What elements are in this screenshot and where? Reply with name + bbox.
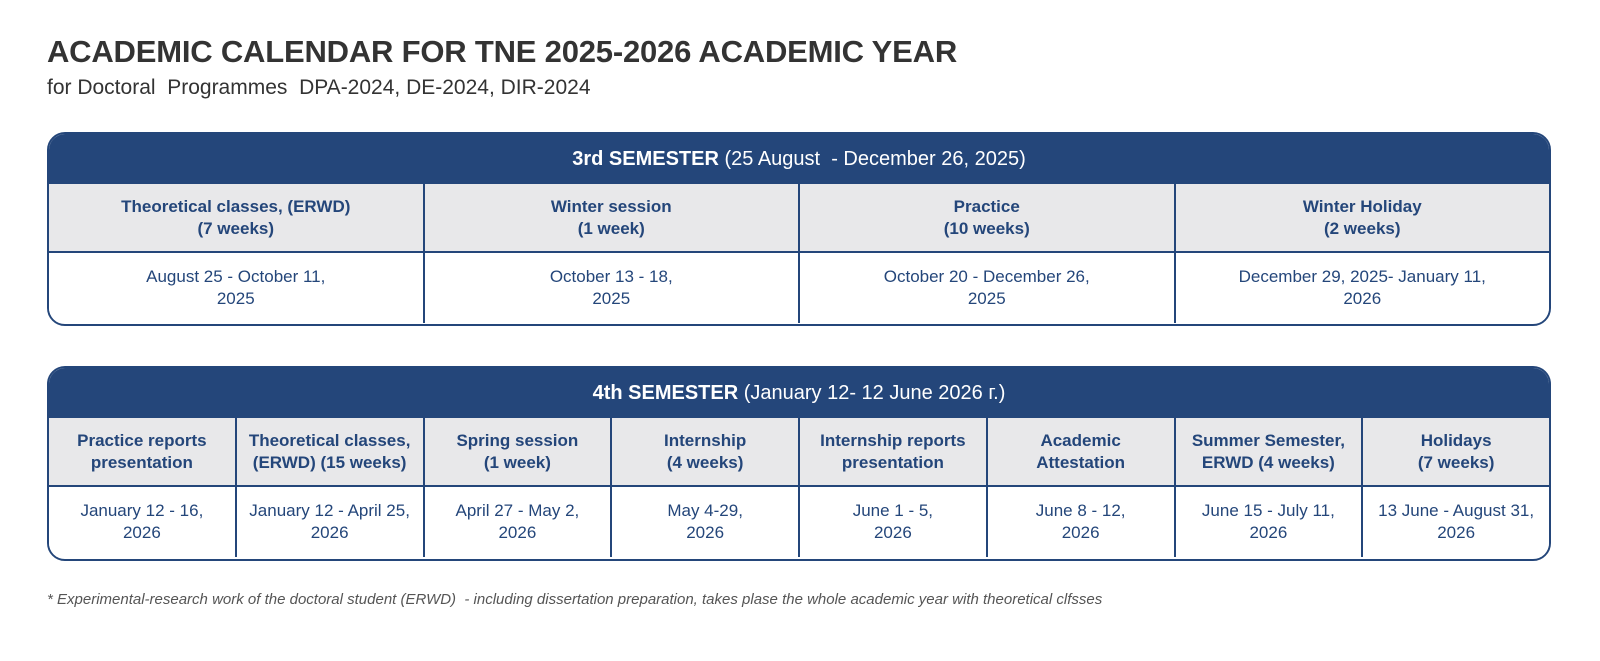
semester-4-date-cell: May 4-29, 2026 xyxy=(612,487,800,557)
semester-3-heading-cell: Practice (10 weeks) xyxy=(800,184,1176,251)
semester-4-dates-row xyxy=(49,487,1549,557)
semester-4-date-cell: January 12 - April 25, 2026 xyxy=(237,487,425,557)
semester-4-date-cell: June 8 - 12, 2026 xyxy=(988,487,1176,557)
semester-3-dates-row xyxy=(49,253,1549,323)
semester-4-headings-row xyxy=(49,418,1549,487)
semester-3-heading-cell: Winter Holiday (2 weeks) xyxy=(1302,196,1422,238)
semester-4-heading-cell: Academic Attestation xyxy=(988,418,1176,485)
page-title: ACADEMIC CALENDAR FOR TNE 2025-2026 ACADEMIC YEAR xyxy=(47,34,958,69)
semester-3-period: (25 August - December 26, 2025) xyxy=(718,147,1026,170)
semester-3-headings-row xyxy=(49,184,1549,253)
semester-4-date-cell: January 12 - 16, 2026 xyxy=(49,487,237,557)
semester-4-header xyxy=(49,368,1549,418)
semester-3-heading-cell: Theoretical classes, (ERWD) (7 weeks) xyxy=(49,184,425,251)
semester-3-date-cell: December 29, 2025- January 11, 2026 xyxy=(1238,267,1486,308)
semester-3-date-cell: October 13 - 18, 2025 xyxy=(425,253,801,323)
semester-4-title: 4th SEMESTER xyxy=(592,381,739,404)
semester-4-heading-cell: Practice reports presentation xyxy=(49,418,237,485)
semester-3-header xyxy=(49,134,1549,184)
semester-4-heading-cell: Spring session (1 week) xyxy=(425,418,613,485)
semester-4-heading-cell: Summer Semester, ERWD (4 weeks) xyxy=(1176,418,1364,485)
page-subtitle: for Doctoral Programmes DPA-2024, DE-2024, DIR-2024 xyxy=(47,76,591,99)
semester-4-date-cell: June 15 - July 11, 2026 xyxy=(1176,487,1364,557)
semester-4-table xyxy=(47,366,1551,561)
semester-4-period: (January 12- 12 June 2026 г.) xyxy=(738,381,1006,404)
semester-3-heading-cell: Winter session (1 week) xyxy=(425,184,801,251)
semester-3-title: 3rd SEMESTER xyxy=(572,147,719,170)
semester-4-date-cell: June 1 - 5, 2026 xyxy=(800,487,988,557)
semester-4-date-cell: April 27 - May 2, 2026 xyxy=(425,487,613,557)
semester-4-heading-cell: Theoretical classes, (ERWD) (15 weeks) xyxy=(237,418,425,485)
semester-3-date-cell: October 20 - December 26, 2025 xyxy=(800,253,1176,323)
semester-4-heading-cell: Internship reports presentation xyxy=(800,418,988,485)
semester-3-date-cell: August 25 - October 11, 2025 xyxy=(49,253,425,323)
semester-3-table xyxy=(47,132,1551,326)
semester-4-heading-cell: Holidays (7 weeks) xyxy=(1417,430,1495,472)
footnote: * Experimental-research work of the doctoral student (ERWD) - including dissertation preparation, takes plase the whole academic year with theoretical clfsses xyxy=(47,591,1103,608)
semester-4-date-cell: 13 June - August 31, 2026 xyxy=(1378,501,1535,542)
semester-4-heading-cell: Internship (4 weeks) xyxy=(612,418,800,485)
